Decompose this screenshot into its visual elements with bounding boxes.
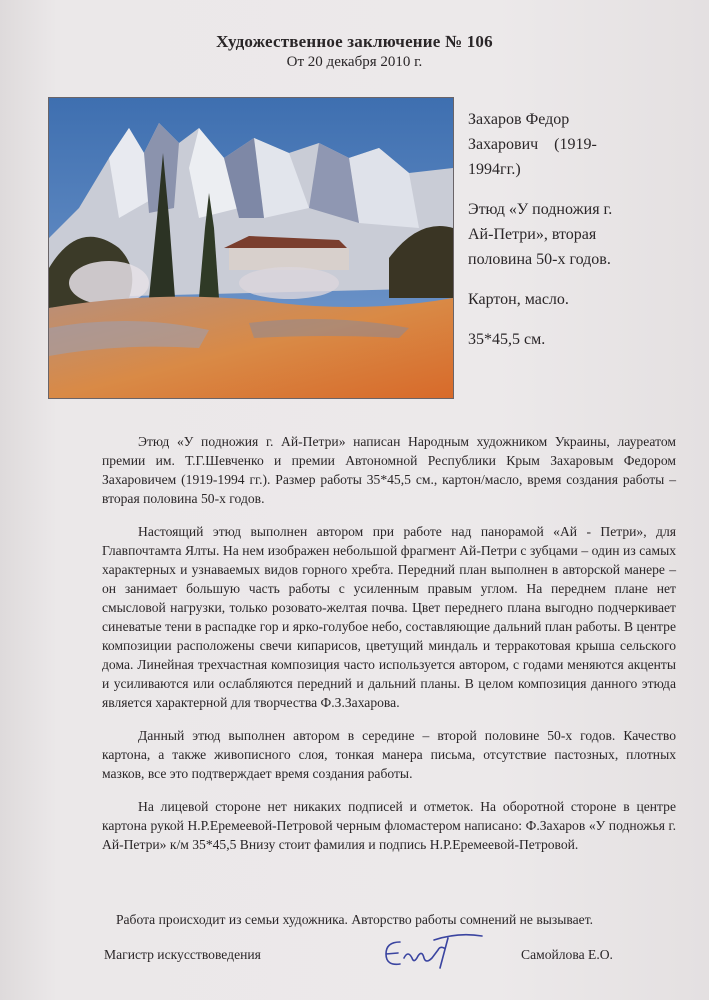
- artwork-title: [468, 197, 668, 272]
- body-paragraph: Этюд «У подножия г. Ай-Петри» написан Народным художником Украины, лауреатом премии им. Т.Г.Шевченко и премии Автономной Республики Крым Захаровым Федором Захаровичем (1919-1994 гг.). Размер работы 35*45,5 см., картон/масло, время создания работы – вторая половина 50-х годов.: [102, 434, 676, 506]
- artwork-author: [468, 107, 668, 182]
- artwork-photo: [48, 97, 454, 399]
- artwork-medium: Картон, масло.: [468, 291, 569, 308]
- body-paragraph: На лицевой стороне нет никаких подписей и отметок. На оборотной стороне в центре картона рукой Н.Р.Еремеевой-Петровой черным фломастером написано: Ф.Захаров «У подножья г. Ай-Петри» к/м 35*45,5 Внизу стоит фамилия и подпись Н.Р.Еремеевой-Петровой.: [102, 799, 676, 852]
- signer-name: Самойлова Е.О.: [521, 947, 613, 962]
- provenance-statement: Работа происходит из семьи художника. Авторство работы сомнений не вызывает.: [115, 912, 594, 927]
- author-line-3: 1994гг.): [468, 161, 521, 178]
- title-line-2: Ай-Петри», вторая: [468, 226, 597, 243]
- handwritten-signature: [378, 928, 488, 974]
- document-date: От 20 декабря 2010 г.: [286, 54, 423, 70]
- signer-position: Магистр искусствоведения: [104, 947, 261, 962]
- title-line-3: половина 50-х годов.: [468, 251, 611, 268]
- body-paragraph: Данный этюд выполнен автором в середине – второй половине 50-х годов. Качество картона, а также живописного слоя, тонкая манера письма, отсутствие пастозных, плотных мазков, все это подтверждает время создания работы.: [102, 728, 676, 781]
- author-line-2: Захарович (1919-: [468, 136, 597, 153]
- document-title: Художественное заключение № 106: [216, 32, 493, 51]
- artwork-info: [468, 107, 668, 367]
- author-line-1: Захаров Федор: [468, 111, 570, 128]
- document-body: [102, 432, 676, 868]
- artwork-size: 35*45,5 см.: [468, 331, 546, 348]
- title-line-1: Этюд «У подножия г.: [468, 201, 613, 218]
- body-paragraph: Настоящий этюд выполнен автором при работе над панорамой «Ай - Петри», для Главпочтамта Ялты. На нем изображен небольшой фрагмент Ай-Петри с зубцами – один из самых характерных и узнаваемых видов горного хребта. Передний план выполнен в авторской манере – он занимает большую часть работы с усиленным правым углом. На переднем плане нет смысловой нагрузки, только розовато-желтая почва. Цвет переднего плана выгодно подчеркивает синеватые тени в распадке гор и ярко-голубое небо, составляющие дальний план работы. В центре композиции расположены свечи кипарисов, цветущий миндаль и терракотовая крыша сельского дома. Линейная трехчастная композиция часто используется автором, с годами меняются акценты и усиливаются или ослабляются передний и дальний планы. В целом композиция данного этюда является характерной для творчества Ф.З.Захарова.: [102, 524, 676, 710]
